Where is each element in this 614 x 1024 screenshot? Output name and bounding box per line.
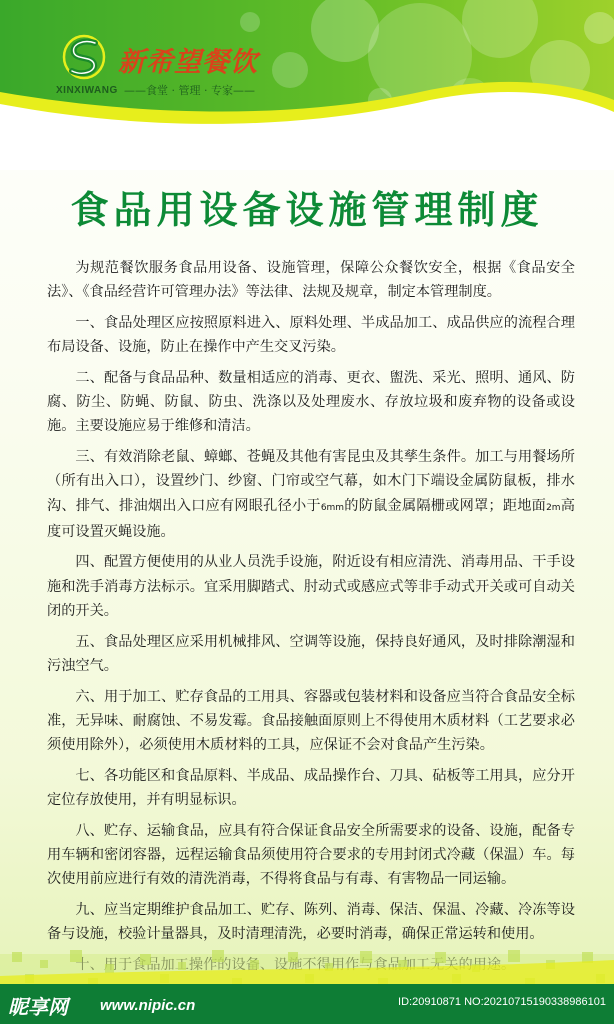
clause-9: 九、应当定期维护食品加工、贮存、陈列、消毒、保洁、保温、冷藏、冷冻等设备与设施，校验计量器具，及时清理清洗，必要时消毒，确保正常运转和使用。 bbox=[47, 901, 575, 943]
clause-7: 七、各功能区和食品原料、半成品、成品操作台、刀具、砧板等工用具，应分开定位存放使用，并有明显标识。 bbox=[47, 767, 575, 809]
clause-6: 六、用于加工、贮存食品的工用具、容器或包装材料和设备应当符合食品安全标准，无异味、耐腐蚀、不易发霉。食品接触面原则上不得使用木质材料（工艺要求必须使用除外），必须使用木质材料的工具，应保证不会对食品产生污染。 bbox=[47, 688, 575, 754]
clause-3-unit-mesh: 6mm bbox=[320, 502, 345, 513]
brand-slogan: ——食堂 · 管理 · 专家—— bbox=[124, 84, 255, 97]
clause-3-text-b: 的防鼠金属隔栅或网罩；距地面 bbox=[344, 497, 547, 514]
watermark-site-url: www.nipic.cn bbox=[100, 997, 196, 1014]
clause-8: 八、贮存、运输食品，应具有符合保证食品安全所需要求的设备、设施，配备专用车辆和密闭容器，远程运输食品须使用符合要求的专用封闭式冷藏（保温）车。每次使用前应进行有效的清洗消毒，不得将食品与有毒、有害物品一同运输。 bbox=[47, 822, 575, 888]
intro-paragraph: 为规范餐饮服务食品用设备、设施管理，保障公众餐饮安全，根据《食品安全法》、《食品经营许可管理办法》等法律、法规及规章，制定本管理制度。 bbox=[47, 260, 575, 301]
brand-name: 新希望餐饮 bbox=[118, 47, 258, 78]
page-title: 食品用设备设施管理制度 bbox=[70, 188, 544, 232]
clause-1: 一、食品处理区应按照原料进入、原料处理、半成品加工、成品供应的流程合理布局设备、设施，防止在操作中产生交叉污染。 bbox=[47, 314, 575, 356]
clause-3-text-a: 三、有效消除老鼠、蟑螂、苍蝇及其他有害昆虫及其孳生条件。加工与用餐场所（所有出入口），设置纱门、纱窗、门帘或空气幕，如木门下端设金属防鼠板，排水沟、排气、排油烟出入口应有网眼孔径小于 bbox=[47, 448, 575, 514]
clause-3-unit-height: 2m bbox=[546, 502, 561, 513]
clause-4: 四、配置方便使用的从业人员洗手设施，附近设有相应清洗、消毒用品、干手设施和洗手消毒方法标示。宜采用脚踏式、肘动式或感应式等非手动式开关或可自动关闭的开关。 bbox=[47, 554, 575, 620]
watermark-id: ID:20910871 NO:20210715190338986101 bbox=[398, 996, 606, 1008]
watermark-site-name: 昵享网 bbox=[8, 995, 68, 1019]
s-swirl-logo-icon bbox=[62, 34, 106, 80]
clause-3 bbox=[47, 445, 575, 545]
clause-3-text-c: 高度可设置灭蝇设施。 bbox=[47, 497, 575, 541]
regulation-body bbox=[47, 256, 575, 983]
clause-2: 二、配备与食品品种、数量相适应的消毒、更衣、盥洗、采光、照明、通风、防腐、防尘、防蝇、防鼠、防虫、洗涤以及处理废水、存放垃圾和废弃物的设备或设施。主要设施应易于维修和清洁。 bbox=[47, 369, 575, 435]
brand-name-english: XINXIWANG bbox=[56, 85, 118, 96]
clause-5: 五、食品处理区应采用机械排风、空调等设施，保持良好通风，及时排除潮湿和污浊空气。 bbox=[47, 633, 575, 675]
